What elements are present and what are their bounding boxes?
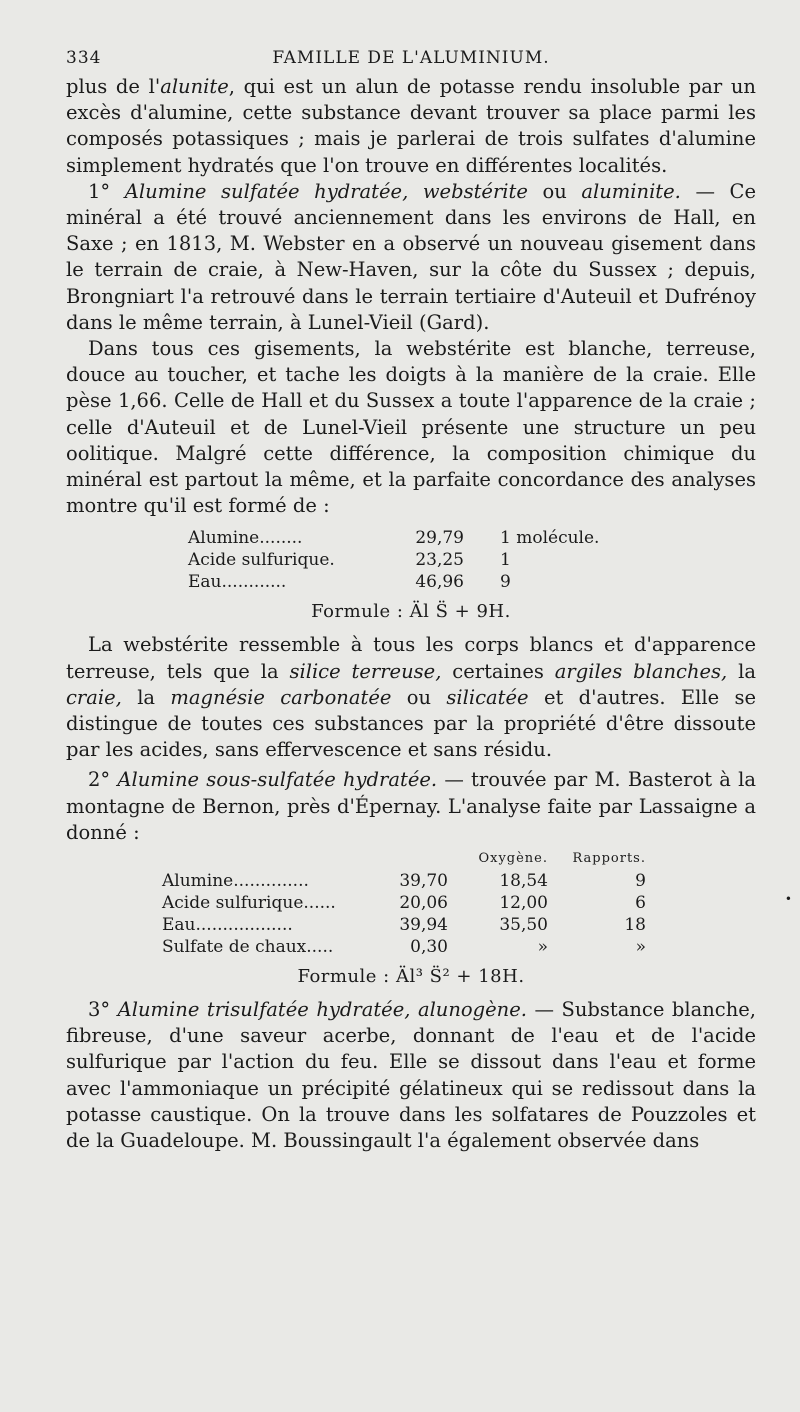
t2-value: 39,70: [399, 871, 448, 892]
t1-mol: 1: [500, 550, 511, 571]
table-row: [66, 892, 756, 914]
t2-value: 0,30: [410, 937, 448, 958]
s2-num: 2°: [88, 768, 111, 792]
t2-ox: 35,50: [499, 915, 548, 936]
p4-c: la: [738, 659, 757, 683]
t2-ox: 18,54: [499, 871, 548, 892]
t2-rap: 9: [635, 871, 646, 892]
t2-value: 20,06: [399, 893, 448, 914]
para3-text: Dans tous ces gisements, la webstérite est blanche, terreuse, douce au toucher, et tache les doigts à la manière de la craie. Elle pèse 1,66. Celle de Hall et du Sussex a toute l'apparence de la craie ; celle d'Auteuil et de Lunel-Vieil présente une structure un peu oolitique. Malgré cette différence, la composition chimique du minéral est partout la même, et la parfaite concordance des analyses montre qu'il est formé de :: [66, 337, 756, 518]
col-rapports: Rapports.: [572, 851, 646, 867]
p4-e: ou: [406, 685, 432, 709]
running-head: [66, 48, 756, 74]
paragraph-1: [66, 74, 756, 179]
formula-2: Formule : Äl³ S̈² + 18H.: [297, 966, 525, 988]
p4-craie: craie,: [66, 685, 122, 709]
margin-mark: •: [784, 892, 792, 906]
t1-value: 46,96: [415, 572, 464, 593]
t1-mol: 9: [500, 572, 511, 593]
section-1: [66, 179, 756, 336]
formula-1: Formule : Äl S̈ + 9H.: [311, 601, 511, 623]
t2-name: Sulfate de chaux.....: [162, 937, 334, 958]
table-row: [66, 571, 756, 593]
p4-a: La webstérite ressemble à tous les corps blancs et d'apparence terreuse, tels que la: [66, 633, 756, 683]
composition-table-1: [66, 527, 756, 593]
s3-title: Alumine trisulfatée hydratée, alunogène.: [117, 998, 527, 1022]
t2-rap: 18: [624, 915, 646, 936]
t1-name: Acide sulfurique.: [188, 550, 335, 571]
paragraph-3: [66, 336, 756, 519]
t2-rap: 6: [635, 893, 646, 914]
t2-value: 39,94: [399, 915, 448, 936]
s3-text: — Substance blanche, fibreuse, d'une saveur acerbe, donnant de l'eau et de l'acide sulfurique par l'action du feu. Elle se dissout dans l'eau et forme avec l'ammoniaque un précipité gélatineux qui se redissout dans la potasse caustique. On la trouve dans les solfatares de Pouzzoles et de la Guadeloupe. M. Boussingault l'a également observée dans: [66, 998, 756, 1153]
s1-alt: aluminite.: [581, 179, 681, 203]
t2-name: Acide sulfurique......: [162, 893, 336, 914]
p4-d: la: [137, 685, 156, 709]
t1-name: Alumine........: [188, 528, 303, 549]
t2-ox: 12,00: [499, 893, 548, 914]
t2-name: Eau..................: [162, 915, 293, 936]
t1-value: 29,79: [415, 528, 464, 549]
col-oxygene: Oxygène.: [478, 851, 548, 867]
t1-name: Eau............: [188, 572, 287, 593]
p4-f: et d'autres. Elle se distingue de toutes ces substances par la propriété d'être dissoute par les acides, sans effervescence et sans résidu.: [66, 685, 757, 762]
page: [66, 48, 756, 1154]
p4-silicatee: silicatée: [446, 685, 529, 709]
s3-num: 3°: [88, 998, 111, 1022]
s1-title: Alumine sulfatée hydratée, webstérite: [124, 179, 528, 203]
table-header: [66, 848, 756, 870]
para1-text: plus de l'alunite, qui est un alun de potasse rendu insoluble par un excès d'alumine, cette substance devant trouver sa place parmi les composés potassiques ; mais je parlerai de trois sulfates d'alumine simplement hydratés que l'on trouve en différentes localités.: [66, 75, 756, 177]
composition-table-2: [66, 848, 756, 958]
table-row: [66, 914, 756, 936]
s2-text: — trouvée par M. Basterot à la montagne de Bernon, près d'Épernay. L'analyse faite par Lassaigne a donné :: [66, 768, 756, 844]
table-row: [66, 870, 756, 892]
paragraph-4: [66, 632, 756, 763]
running-title: FAMILLE DE L'ALUMINIUM.: [272, 48, 550, 68]
section-2: [66, 767, 756, 846]
s1-ou: ou: [542, 179, 567, 203]
t2-rap: »: [635, 937, 646, 958]
s1-num: 1°: [88, 179, 111, 203]
p4-argiles: argiles blanches,: [554, 659, 728, 683]
p4-magnesie: magnésie carbonatée: [170, 685, 392, 709]
p4-b: certaines: [452, 659, 544, 683]
p4-silice: silice terreuse,: [289, 659, 442, 683]
t1-mol: 1 molécule.: [500, 528, 600, 549]
table-row: [66, 549, 756, 571]
alunite-term: alunite: [160, 75, 229, 98]
t2-name: Alumine..............: [162, 871, 309, 892]
s1-text: — Ce minéral a été trouvé anciennement dans les environs de Hall, en Saxe ; en 1813, M. Webster en a observé un nouveau gisement dans le terrain de craie, à New-Haven, sur la côte du Sussex ; depuis, Brongniart l'a retrouvé dans le terrain tertiaire d'Auteuil et Dufrénoy dans le même terrain, à Lunel-Vieil (Gard).: [66, 179, 757, 334]
table-row: [66, 527, 756, 549]
t1-value: 23,25: [415, 550, 464, 571]
t2-ox: »: [537, 937, 548, 958]
section-3: [66, 997, 756, 1154]
page-number: 334: [66, 48, 102, 68]
s2-title: Alumine sous-sulfatée hydratée.: [117, 768, 438, 792]
table-row: [66, 936, 756, 958]
